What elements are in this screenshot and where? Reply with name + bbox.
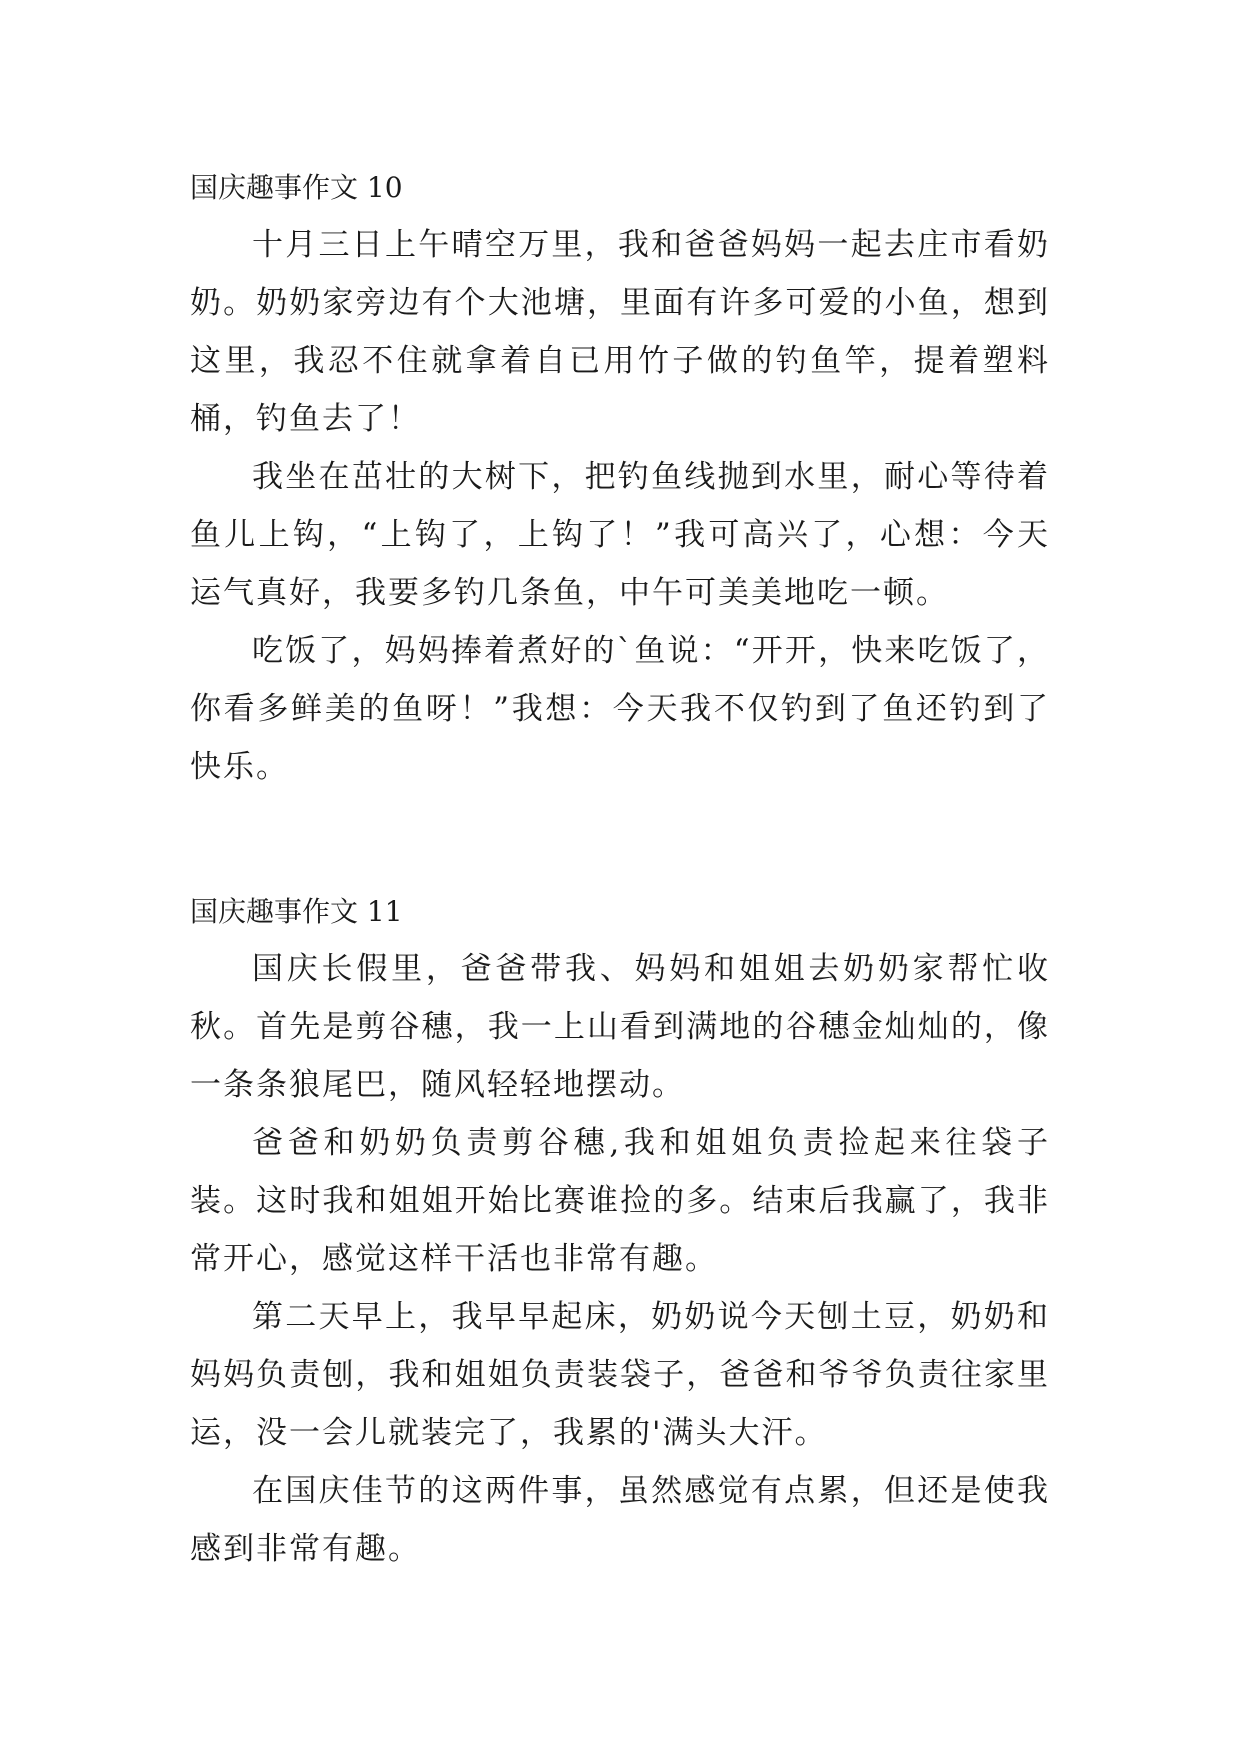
paragraph: 十月三日上午晴空万里，我和爸爸妈妈一起去庄市看奶奶。奶奶家旁边有个大池塘，里面有许多可爱的小鱼，想到这里，我忍不住就拿着自已用竹子做的钓鱼竿，提着塑料桶，钓鱼去了！	[190, 227, 1050, 437]
paragraph: 第二天早上，我早早起床，奶奶说今天刨土豆，奶奶和妈妈负责刨，我和姐姐负责装袋子，爸爸和爷爷负责往家里运，没一会儿就装完了，我累的'满头大汗。	[190, 1299, 1050, 1451]
section-title: 国庆趣事作文 11	[190, 895, 403, 928]
document-page	[190, 160, 1050, 1578]
essay-section-10	[190, 160, 1050, 796]
section-title: 国庆趣事作文 10	[190, 171, 403, 204]
paragraph: 吃饭了，妈妈捧着煮好的`鱼说：“开开，快来吃饭了，你看多鲜美的鱼呀！”我想：今天我不仅钓到了鱼还钓到了快乐。	[190, 633, 1050, 785]
paragraph: 在国庆佳节的这两件事，虽然感觉有点累，但还是使我感到非常有趣。	[190, 1473, 1050, 1567]
paragraph: 国庆长假里，爸爸带我、妈妈和姐姐去奶奶家帮忙收秋。首先是剪谷穗，我一上山看到满地的谷穗金灿灿的，像一条条狼尾巴，随风轻轻地摆动。	[190, 951, 1050, 1103]
paragraph: 我坐在茁壮的大树下，把钓鱼线抛到水里，耐心等待着鱼儿上钩，“上钩了，上钩了！”我可高兴了，心想：今天运气真好，我要多钓几条鱼，中午可美美地吃一顿。	[190, 459, 1050, 611]
essay-section-11	[190, 884, 1050, 1578]
paragraph: 爸爸和奶奶负责剪谷穗,我和姐姐负责捡起来往袋子装。这时我和姐姐开始比赛谁捡的多。结束后我赢了，我非常开心，感觉这样干活也非常有趣。	[190, 1125, 1050, 1277]
section-divider	[190, 796, 1050, 884]
